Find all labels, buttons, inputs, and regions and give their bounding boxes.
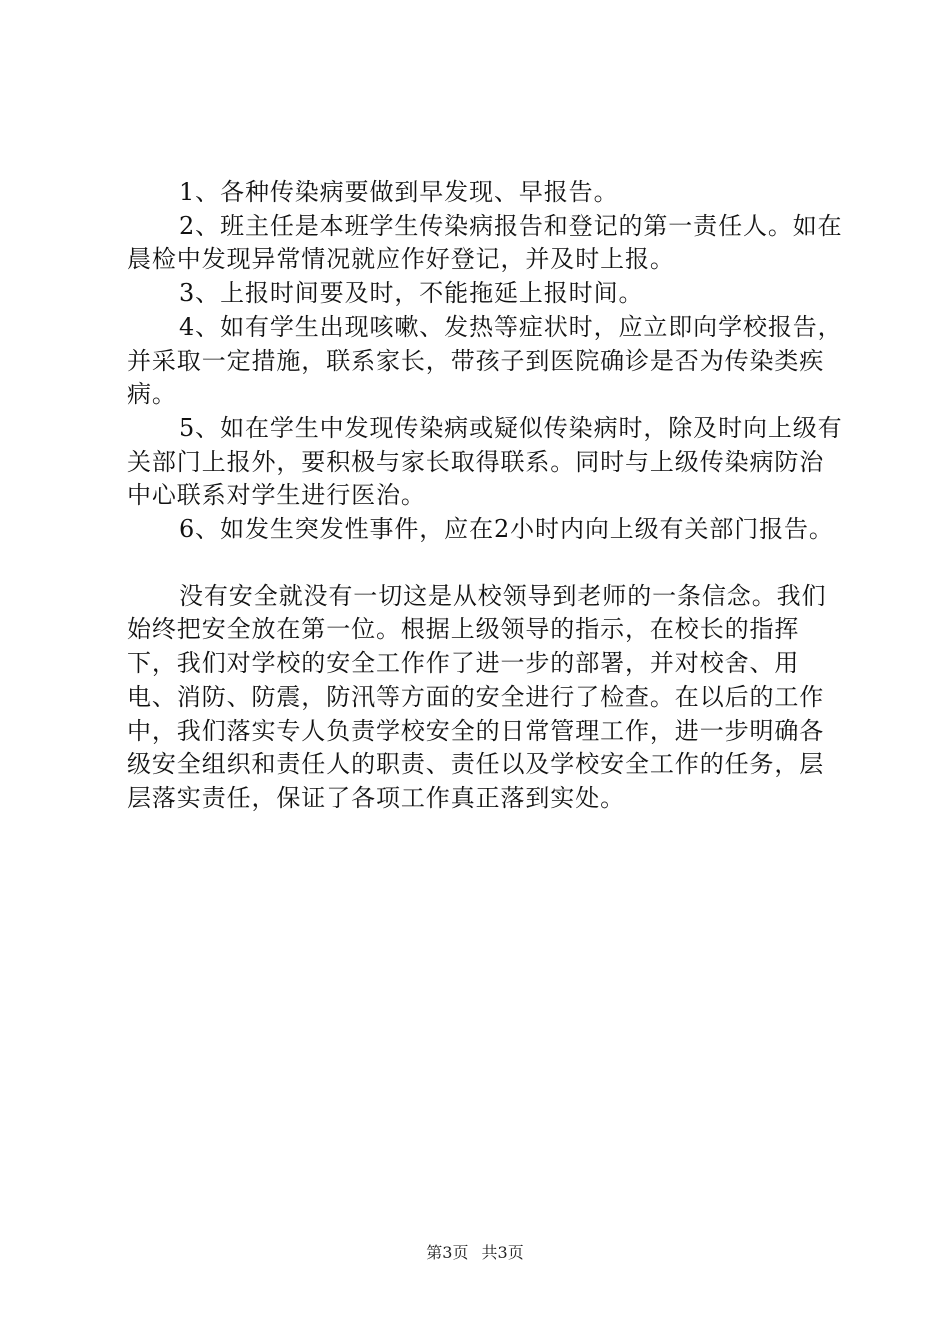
list-item-4: 4、如有学生出现咳嗽、发热等症状时，应立即向学校报告，并采取一定措施，联系家长，带孩子到医院确诊是否为传染类疾病。: [127, 312, 843, 409]
list-item-6: 6、如发生突发性事件，应在2小时内向上级有关部门报告。: [179, 515, 834, 544]
list-item-2: 2、班主任是本班学生传染病报告和登记的第一责任人。如在晨检中发现异常情况就应作好登记，并及时上报。: [127, 211, 843, 274]
safety-paragraph: 没有安全就没有一切这是从校领导到老师的一条信念。我们始终把安全放在第一位。根据上级领导的指示，在校长的指挥下，我们对学校的安全工作作了进一步的部署，并对校舍、用电、消防、防震，防汛等方面的安全进行了检查。在以后的工作中，我们落实专人负责学校安全的日常管理工作，进一步明确各级安全组织和责任人的职责、责任以及学校安全工作的任务，层层落实责任，保证了各项工作真正落到实处。: [127, 581, 827, 812]
list-item-5: 5、如在学生中发现传染病或疑似传染病时，除及时向上级有关部门上报外，要积极与家长取得联系。同时与上级传染病防治中心联系对学生进行医治。: [127, 413, 843, 510]
page-footer: [0, 1243, 950, 1263]
document-body: [127, 176, 847, 816]
page-number: 第3页: [426, 1243, 469, 1262]
page-total: 共3页: [481, 1243, 524, 1262]
list-item-1: 1、各种传染病要做到早发现、早报告。: [179, 178, 619, 206]
list-item-3: 3、上报时间要及时，不能拖延上报时间。: [179, 279, 644, 308]
paragraph-spacer: [127, 547, 847, 580]
